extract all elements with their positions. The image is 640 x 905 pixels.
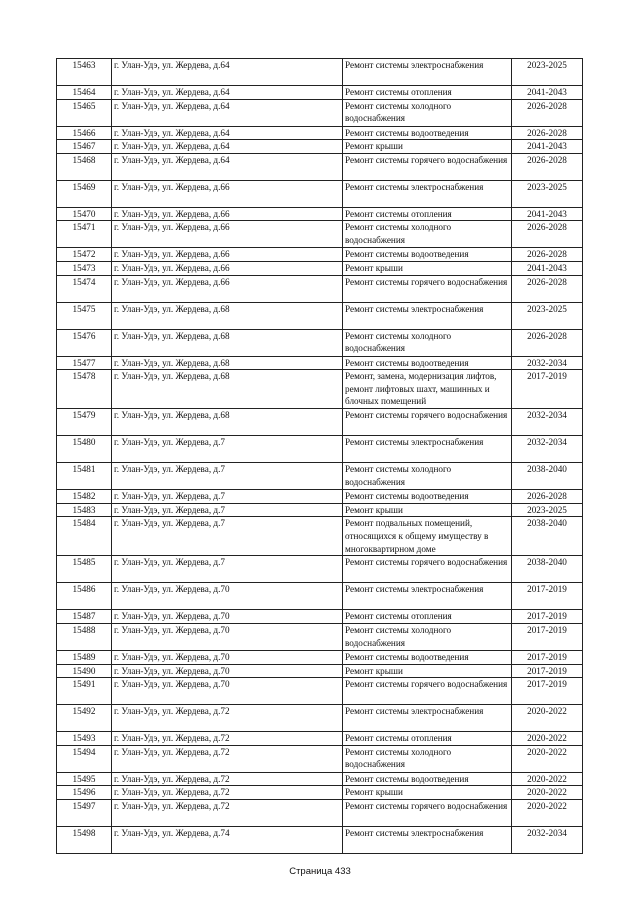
period-cell: 2026-2028 xyxy=(512,99,583,126)
work-type-cell: Ремонт крыши xyxy=(343,503,512,517)
table-row xyxy=(57,772,583,786)
work-type-cell: Ремонт системы горячего водоснабжения xyxy=(343,275,512,302)
table-row xyxy=(57,786,583,800)
work-type-cell: Ремонт, замена, модернизация лифтов, ремонт лифтовых шахт, машинных и блочных помещений xyxy=(343,370,512,409)
record-id-cell: 15475 xyxy=(57,302,112,329)
period-cell: 2020-2022 xyxy=(512,745,583,772)
record-id-cell: 15472 xyxy=(57,248,112,262)
period-cell: 2023-2025 xyxy=(512,302,583,329)
record-id-cell: 15495 xyxy=(57,772,112,786)
table-row xyxy=(57,705,583,732)
address-cell: г. Улан-Удэ, ул. Жердева, д.7 xyxy=(112,490,343,504)
work-type-cell: Ремонт системы водоотведения xyxy=(343,248,512,262)
address-cell: г. Улан-Удэ, ул. Жердева, д.68 xyxy=(112,409,343,436)
table-row xyxy=(57,517,583,556)
work-type-cell: Ремонт системы электроснабжения xyxy=(343,583,512,610)
period-cell: 2017-2019 xyxy=(512,610,583,624)
work-type-cell: Ремонт системы электроснабжения xyxy=(343,705,512,732)
period-cell: 2017-2019 xyxy=(512,370,583,409)
work-type-cell: Ремонт системы электроснабжения xyxy=(343,59,512,86)
period-cell: 2041-2043 xyxy=(512,261,583,275)
period-cell: 2026-2028 xyxy=(512,221,583,248)
table-row xyxy=(57,261,583,275)
address-cell: г. Улан-Удэ, ул. Жердева, д.68 xyxy=(112,370,343,409)
record-id-cell: 15468 xyxy=(57,153,112,180)
table-row xyxy=(57,436,583,463)
address-cell: г. Улан-Удэ, ул. Жердева, д.70 xyxy=(112,664,343,678)
address-cell: г. Улан-Удэ, ул. Жердева, д.7 xyxy=(112,463,343,490)
period-cell: 2041-2043 xyxy=(512,86,583,100)
work-type-cell: Ремонт системы холодного водоснабжения xyxy=(343,745,512,772)
address-cell: г. Улан-Удэ, ул. Жердева, д.72 xyxy=(112,799,343,826)
table-row xyxy=(57,180,583,207)
work-type-cell: Ремонт системы горячего водоснабжения xyxy=(343,678,512,705)
table-row xyxy=(57,583,583,610)
address-cell: г. Улан-Удэ, ул. Жердева, д.70 xyxy=(112,583,343,610)
address-cell: г. Улан-Удэ, ул. Жердева, д.66 xyxy=(112,180,343,207)
work-type-cell: Ремонт системы отопления xyxy=(343,86,512,100)
table-row xyxy=(57,59,583,86)
work-type-cell: Ремонт системы холодного водоснабжения xyxy=(343,623,512,650)
record-id-cell: 15474 xyxy=(57,275,112,302)
period-cell: 2026-2028 xyxy=(512,248,583,262)
period-cell: 2020-2022 xyxy=(512,786,583,800)
table-row xyxy=(57,221,583,248)
table-row xyxy=(57,248,583,262)
work-type-cell: Ремонт системы водоотведения xyxy=(343,126,512,140)
record-id-cell: 15469 xyxy=(57,180,112,207)
address-cell: г. Улан-Удэ, ул. Жердева, д.72 xyxy=(112,745,343,772)
page-number: Страница 433 xyxy=(289,866,351,877)
repair-schedule-table xyxy=(56,58,583,854)
period-cell: 2041-2043 xyxy=(512,207,583,221)
table-row xyxy=(57,275,583,302)
record-id-cell: 15480 xyxy=(57,436,112,463)
record-id-cell: 15479 xyxy=(57,409,112,436)
table-row xyxy=(57,370,583,409)
address-cell: г. Улан-Удэ, ул. Жердева, д.70 xyxy=(112,623,343,650)
period-cell: 2026-2028 xyxy=(512,275,583,302)
period-cell: 2032-2034 xyxy=(512,826,583,853)
table-body xyxy=(57,59,583,854)
record-id-cell: 15485 xyxy=(57,556,112,583)
table-row xyxy=(57,650,583,664)
table-row xyxy=(57,356,583,370)
period-cell: 2041-2043 xyxy=(512,140,583,154)
address-cell: г. Улан-Удэ, ул. Жердева, д.68 xyxy=(112,356,343,370)
work-type-cell: Ремонт системы водоотведения xyxy=(343,490,512,504)
work-type-cell: Ремонт системы горячего водоснабжения xyxy=(343,799,512,826)
table-row xyxy=(57,503,583,517)
period-cell: 2023-2025 xyxy=(512,180,583,207)
address-cell: г. Улан-Удэ, ул. Жердева, д.64 xyxy=(112,99,343,126)
table-row xyxy=(57,329,583,356)
period-cell: 2017-2019 xyxy=(512,678,583,705)
address-cell: г. Улан-Удэ, ул. Жердева, д.7 xyxy=(112,556,343,583)
table-row xyxy=(57,826,583,853)
record-id-cell: 15487 xyxy=(57,610,112,624)
period-cell: 2026-2028 xyxy=(512,329,583,356)
work-type-cell: Ремонт крыши xyxy=(343,786,512,800)
address-cell: г. Улан-Удэ, ул. Жердева, д.72 xyxy=(112,786,343,800)
period-cell: 2026-2028 xyxy=(512,126,583,140)
record-id-cell: 15466 xyxy=(57,126,112,140)
period-cell: 2026-2028 xyxy=(512,153,583,180)
table-row xyxy=(57,678,583,705)
record-id-cell: 15473 xyxy=(57,261,112,275)
table-row xyxy=(57,664,583,678)
record-id-cell: 15491 xyxy=(57,678,112,705)
record-id-cell: 15482 xyxy=(57,490,112,504)
address-cell: г. Улан-Удэ, ул. Жердева, д.66 xyxy=(112,261,343,275)
table-row xyxy=(57,140,583,154)
record-id-cell: 15465 xyxy=(57,99,112,126)
work-type-cell: Ремонт крыши xyxy=(343,261,512,275)
record-id-cell: 15488 xyxy=(57,623,112,650)
work-type-cell: Ремонт системы водоотведения xyxy=(343,356,512,370)
work-type-cell: Ремонт крыши xyxy=(343,140,512,154)
address-cell: г. Улан-Удэ, ул. Жердева, д.68 xyxy=(112,329,343,356)
address-cell: г. Улан-Удэ, ул. Жердева, д.70 xyxy=(112,610,343,624)
period-cell: 2017-2019 xyxy=(512,583,583,610)
work-type-cell: Ремонт системы отопления xyxy=(343,207,512,221)
address-cell: г. Улан-Удэ, ул. Жердева, д.72 xyxy=(112,772,343,786)
work-type-cell: Ремонт системы водоотведения xyxy=(343,650,512,664)
address-cell: г. Улан-Удэ, ул. Жердева, д.7 xyxy=(112,503,343,517)
record-id-cell: 15494 xyxy=(57,745,112,772)
work-type-cell: Ремонт системы горячего водоснабжения xyxy=(343,409,512,436)
period-cell: 2023-2025 xyxy=(512,59,583,86)
table-row xyxy=(57,623,583,650)
table-row xyxy=(57,302,583,329)
work-type-cell: Ремонт системы водоотведения xyxy=(343,772,512,786)
work-type-cell: Ремонт системы холодного водоснабжения xyxy=(343,221,512,248)
work-type-cell: Ремонт системы электроснабжения xyxy=(343,302,512,329)
record-id-cell: 15489 xyxy=(57,650,112,664)
address-cell: г. Улан-Удэ, ул. Жердева, д.64 xyxy=(112,126,343,140)
period-cell: 2032-2034 xyxy=(512,356,583,370)
record-id-cell: 15464 xyxy=(57,86,112,100)
table-row xyxy=(57,126,583,140)
record-id-cell: 15498 xyxy=(57,826,112,853)
record-id-cell: 15476 xyxy=(57,329,112,356)
table-row xyxy=(57,153,583,180)
record-id-cell: 15496 xyxy=(57,786,112,800)
period-cell: 2017-2019 xyxy=(512,650,583,664)
address-cell: г. Улан-Удэ, ул. Жердева, д.66 xyxy=(112,248,343,262)
address-cell: г. Улан-Удэ, ул. Жердева, д.66 xyxy=(112,207,343,221)
address-cell: г. Улан-Удэ, ул. Жердева, д.64 xyxy=(112,140,343,154)
address-cell: г. Улан-Удэ, ул. Жердева, д.7 xyxy=(112,517,343,556)
table-row xyxy=(57,409,583,436)
record-id-cell: 15486 xyxy=(57,583,112,610)
work-type-cell: Ремонт системы отопления xyxy=(343,732,512,746)
record-id-cell: 15470 xyxy=(57,207,112,221)
work-type-cell: Ремонт системы холодного водоснабжения xyxy=(343,463,512,490)
period-cell: 2020-2022 xyxy=(512,772,583,786)
record-id-cell: 15478 xyxy=(57,370,112,409)
table-row xyxy=(57,610,583,624)
table-row xyxy=(57,207,583,221)
table-row xyxy=(57,490,583,504)
work-type-cell: Ремонт крыши xyxy=(343,664,512,678)
work-type-cell: Ремонт системы электроснабжения xyxy=(343,180,512,207)
address-cell: г. Улан-Удэ, ул. Жердева, д.74 xyxy=(112,826,343,853)
work-type-cell: Ремонт системы холодного водоснабжения xyxy=(343,99,512,126)
address-cell: г. Улан-Удэ, ул. Жердева, д.64 xyxy=(112,59,343,86)
record-id-cell: 15467 xyxy=(57,140,112,154)
table-row xyxy=(57,745,583,772)
record-id-cell: 15481 xyxy=(57,463,112,490)
record-id-cell: 15492 xyxy=(57,705,112,732)
record-id-cell: 15497 xyxy=(57,799,112,826)
period-cell: 2023-2025 xyxy=(512,503,583,517)
address-cell: г. Улан-Удэ, ул. Жердева, д.72 xyxy=(112,732,343,746)
period-cell: 2017-2019 xyxy=(512,623,583,650)
work-type-cell: Ремонт системы холодного водоснабжения xyxy=(343,329,512,356)
period-cell: 2020-2022 xyxy=(512,705,583,732)
record-id-cell: 15484 xyxy=(57,517,112,556)
period-cell: 2038-2040 xyxy=(512,556,583,583)
work-type-cell: Ремонт системы горячего водоснабжения xyxy=(343,556,512,583)
work-type-cell: Ремонт системы отопления xyxy=(343,610,512,624)
address-cell: г. Улан-Удэ, ул. Жердева, д.70 xyxy=(112,650,343,664)
address-cell: г. Улан-Удэ, ул. Жердева, д.68 xyxy=(112,302,343,329)
address-cell: г. Улан-Удэ, ул. Жердева, д.66 xyxy=(112,221,343,248)
address-cell: г. Улан-Удэ, ул. Жердева, д.7 xyxy=(112,436,343,463)
record-id-cell: 15463 xyxy=(57,59,112,86)
work-type-cell: Ремонт системы горячего водоснабжения xyxy=(343,153,512,180)
work-type-cell: Ремонт системы электроснабжения xyxy=(343,826,512,853)
record-id-cell: 15471 xyxy=(57,221,112,248)
address-cell: г. Улан-Удэ, ул. Жердева, д.70 xyxy=(112,678,343,705)
address-cell: г. Улан-Удэ, ул. Жердева, д.64 xyxy=(112,86,343,100)
record-id-cell: 15483 xyxy=(57,503,112,517)
address-cell: г. Улан-Удэ, ул. Жердева, д.66 xyxy=(112,275,343,302)
period-cell: 2032-2034 xyxy=(512,409,583,436)
period-cell: 2038-2040 xyxy=(512,463,583,490)
table-row xyxy=(57,463,583,490)
table-row xyxy=(57,799,583,826)
period-cell: 2032-2034 xyxy=(512,436,583,463)
work-type-cell: Ремонт подвальных помещений, относящихся к общему имуществу в многоквартирном доме xyxy=(343,517,512,556)
period-cell: 2038-2040 xyxy=(512,517,583,556)
period-cell: 2026-2028 xyxy=(512,490,583,504)
record-id-cell: 15493 xyxy=(57,732,112,746)
record-id-cell: 15490 xyxy=(57,664,112,678)
table-row xyxy=(57,86,583,100)
address-cell: г. Улан-Удэ, ул. Жердева, д.72 xyxy=(112,705,343,732)
record-id-cell: 15477 xyxy=(57,356,112,370)
table-row xyxy=(57,556,583,583)
work-type-cell: Ремонт системы электроснабжения xyxy=(343,436,512,463)
address-cell: г. Улан-Удэ, ул. Жердева, д.64 xyxy=(112,153,343,180)
table-row xyxy=(57,732,583,746)
table-row xyxy=(57,99,583,126)
period-cell: 2020-2022 xyxy=(512,799,583,826)
period-cell: 2020-2022 xyxy=(512,732,583,746)
period-cell: 2017-2019 xyxy=(512,664,583,678)
